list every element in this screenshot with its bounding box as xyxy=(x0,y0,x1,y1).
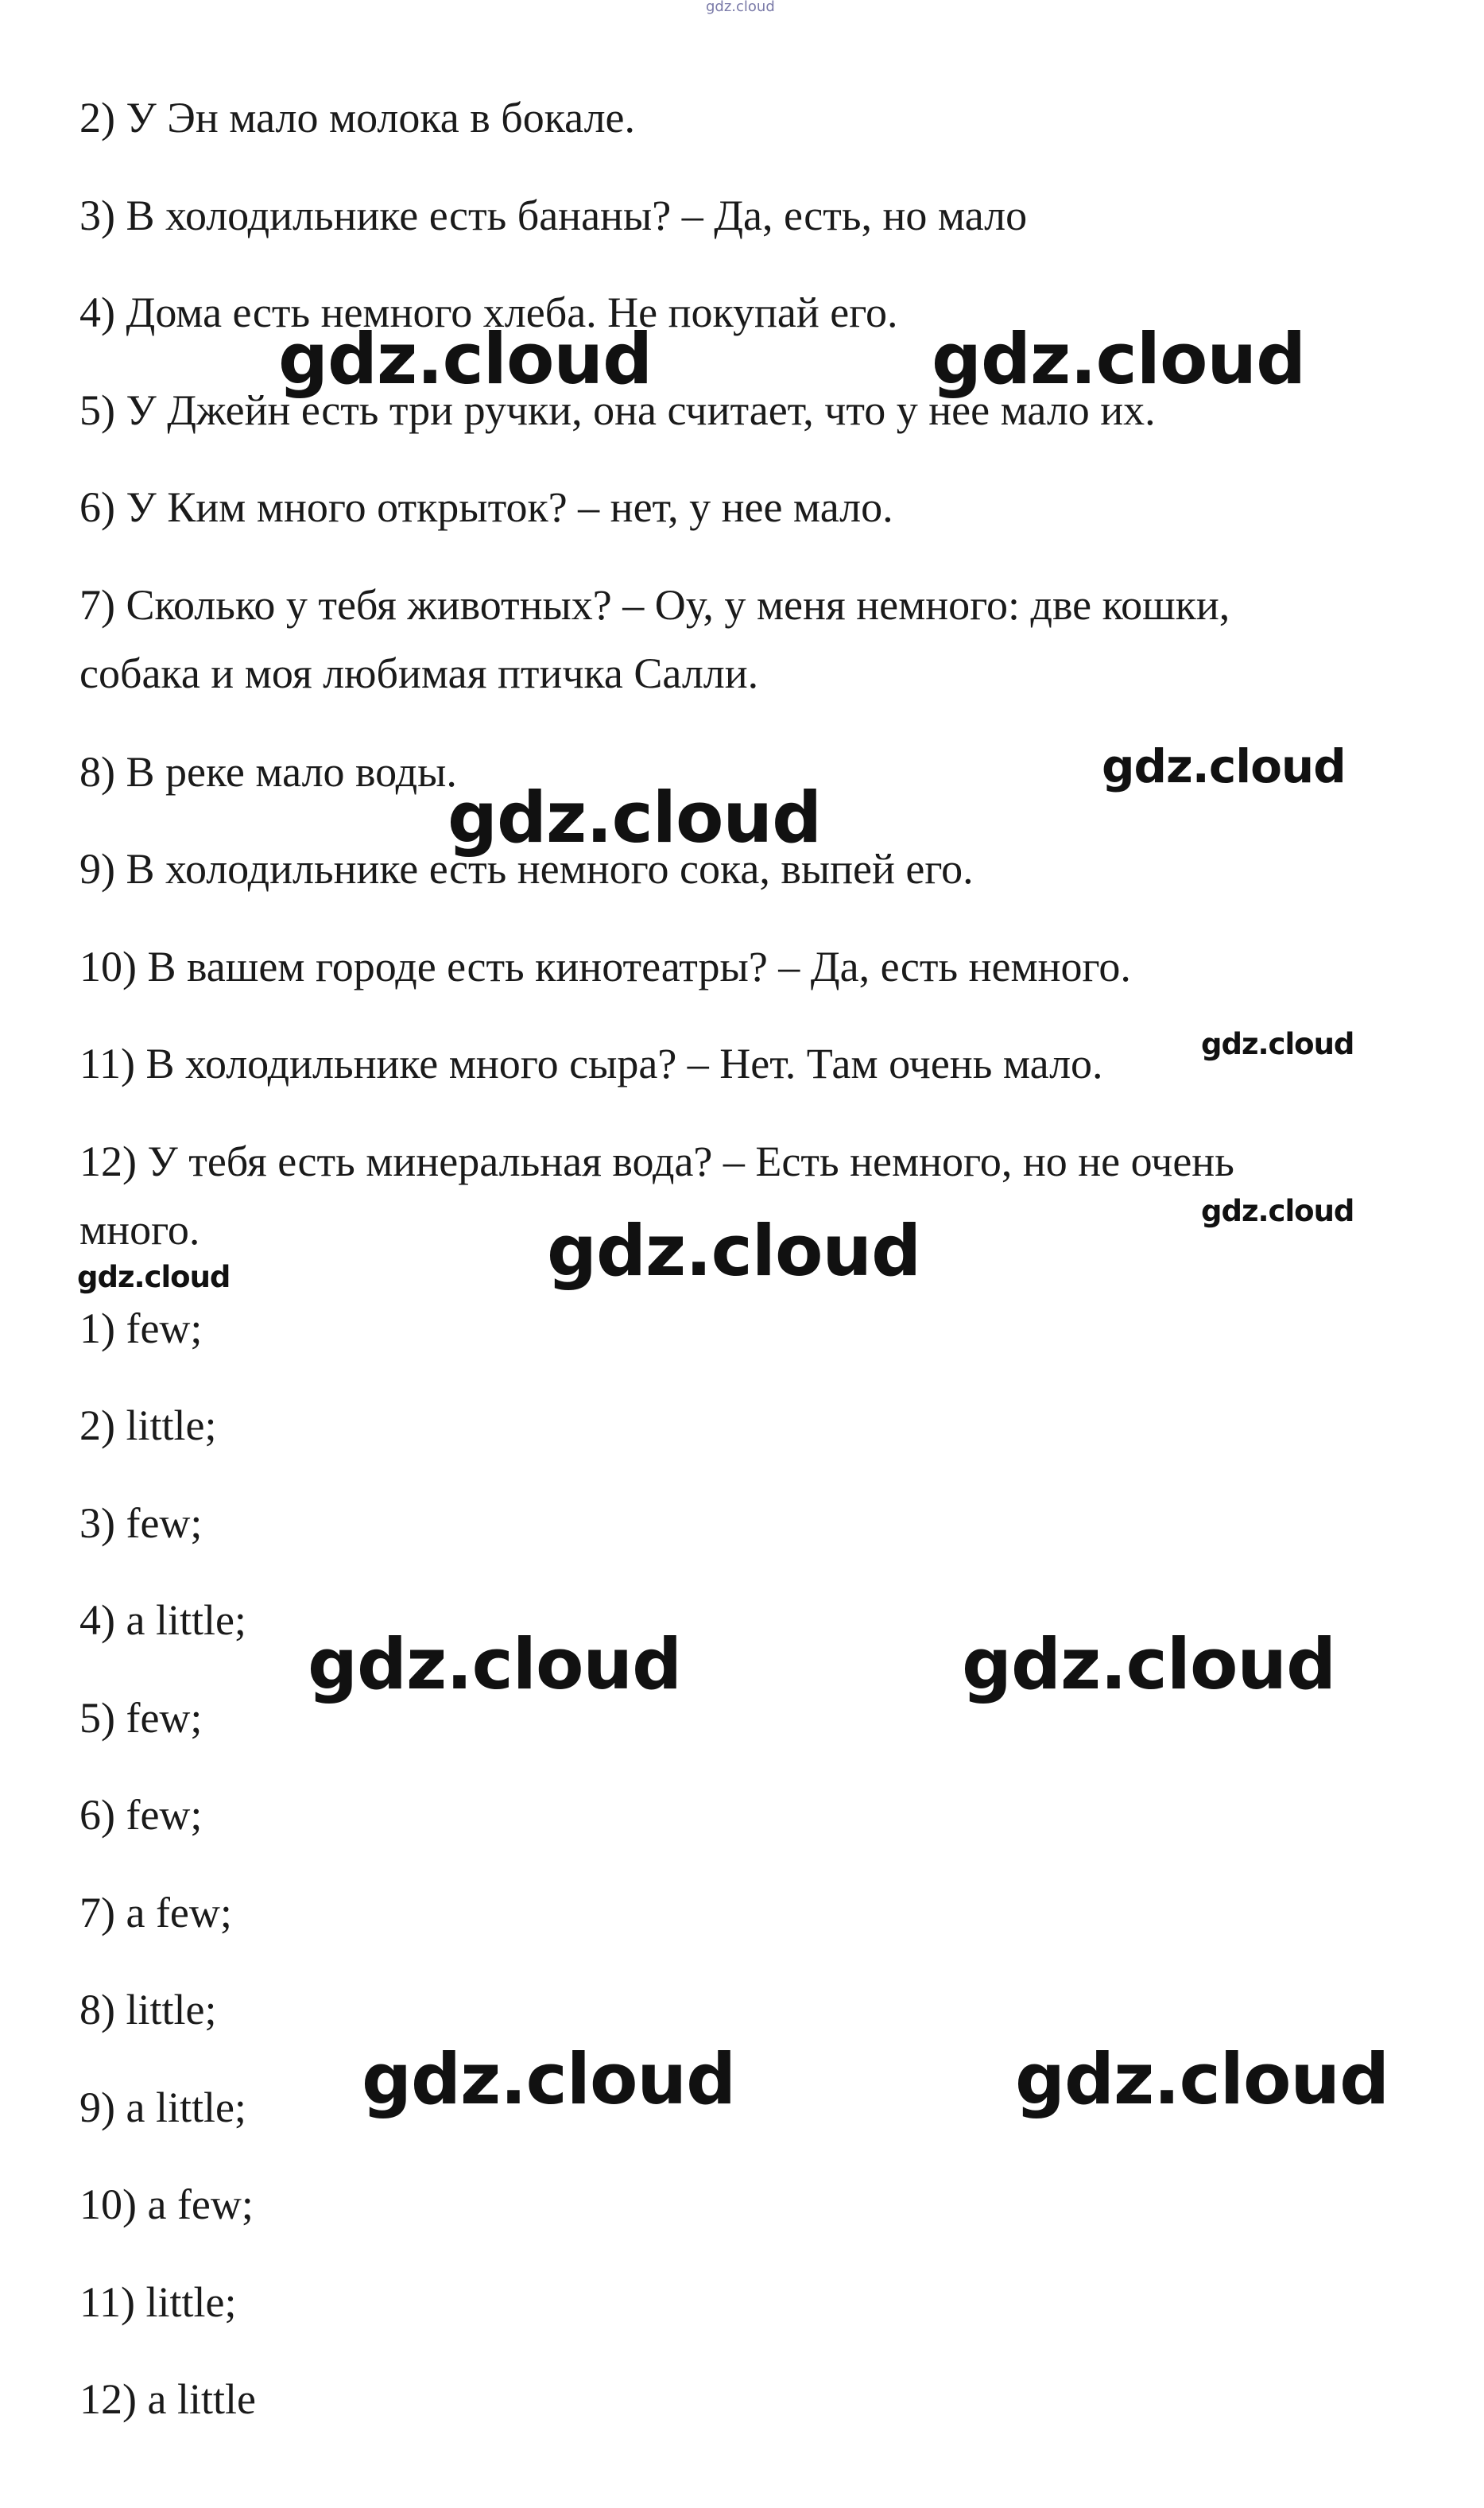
watermark: gdz.cloud xyxy=(1015,2038,1389,2120)
translation-line-10: 10) В вашем городе есть кинотеатры? – Да, есть немного. xyxy=(79,943,1131,990)
translation-line-4: 4) Дома есть немного хлеба. Не покупай его. xyxy=(79,289,898,336)
answer-line-4: 4) a little; xyxy=(79,1596,246,1644)
answer-line-5: 5) few; xyxy=(79,1694,203,1742)
answer-line-1: 1) few; xyxy=(79,1304,203,1352)
watermark: gdz.cloud xyxy=(448,777,822,859)
answer-line-2: 2) little; xyxy=(79,1401,217,1449)
translation-line-2: 2) У Эн мало молока в бокале. xyxy=(79,94,635,141)
watermark: gdz.cloud xyxy=(1201,1027,1354,1061)
translation-line-12: 12) У тебя есть минеральная вода? – Есть немного, но не очень много. xyxy=(79,1138,1234,1254)
watermark: gdz.cloud xyxy=(362,2038,736,2120)
translation-line-3: 3) В холодильнике есть бананы? – Да, есть, но мало xyxy=(79,192,1028,239)
watermark: gdz.cloud xyxy=(932,318,1306,400)
answer-line-7: 7) a few; xyxy=(79,1889,232,1936)
translation-line-7: 7) Сколько у тебя животных? – Оу, у меня немного: две кошки, собака и моя любимая птичка Салли. xyxy=(79,581,1230,697)
watermark: gdz.cloud xyxy=(77,1260,231,1294)
watermark: gdz.cloud xyxy=(308,1623,682,1705)
answer-line-10: 10) a few; xyxy=(79,2180,254,2228)
answer-line-12: 12) a little xyxy=(79,2375,256,2423)
answer-line-6: 6) few; xyxy=(79,1791,203,1839)
watermark: gdz.cloud xyxy=(278,318,653,400)
translation-line-11: 11) В холодильнике много сыра? – Нет. Там очень мало. xyxy=(79,1040,1103,1087)
watermark: gdz.cloud xyxy=(1102,739,1346,793)
answer-line-11: 11) little; xyxy=(79,2278,237,2326)
watermark: gdz.cloud xyxy=(962,1623,1336,1705)
translation-line-9: 9) В холодильнике есть немного сока, выпей его. xyxy=(79,845,974,893)
answer-line-3: 3) few; xyxy=(79,1499,203,1547)
translation-line-6: 6) У Ким много открыток? – нет, у нее мало. xyxy=(79,483,893,531)
translation-line-8: 8) В реке мало воды. xyxy=(79,748,457,796)
answer-line-9: 9) a little; xyxy=(79,2084,246,2131)
watermark: gdz.cloud xyxy=(1201,1194,1354,1228)
watermark-top: gdz.cloud xyxy=(706,0,775,15)
translation-line-5: 5) У Джейн есть три ручки, она считает, что у нее мало их. xyxy=(79,386,1156,434)
answer-line-8: 8) little; xyxy=(79,1986,217,2033)
watermark: gdz.cloud xyxy=(547,1210,921,1292)
